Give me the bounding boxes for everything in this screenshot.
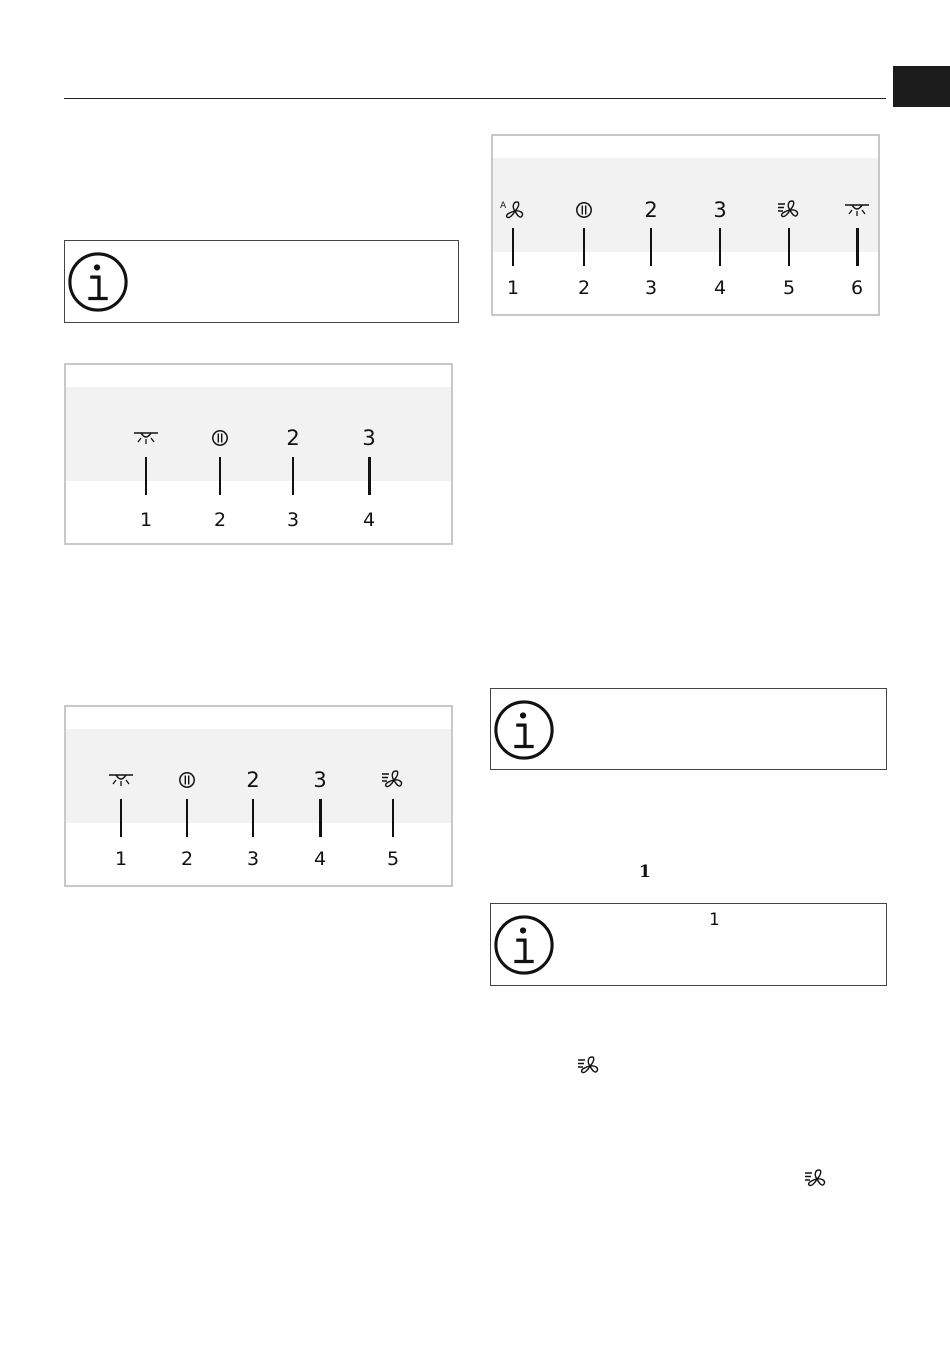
button-indicator-line: [219, 457, 221, 495]
button-callout-number: 2: [180, 848, 194, 870]
note-number: 1: [709, 910, 720, 930]
info-note-box: [64, 240, 459, 323]
info-icon: [493, 699, 555, 761]
info-icon: [67, 251, 129, 313]
button-callout-number: 3: [644, 277, 658, 299]
power-icon: [564, 198, 604, 222]
button-callout-number: 1: [506, 277, 520, 299]
button-callout-number: 2: [213, 509, 227, 531]
auto-fan-icon: [493, 198, 533, 222]
button-callout-number: 5: [782, 277, 796, 299]
button-callout-number: 5: [386, 848, 400, 870]
speed-level-label: 2: [644, 198, 658, 222]
button-callout-number: 6: [850, 277, 864, 299]
button-callout-number: 2: [577, 277, 591, 299]
header-rule: [64, 98, 886, 99]
power-icon: [167, 768, 207, 792]
button-indicator-line: [292, 457, 294, 495]
intensive-fan-icon: [803, 1168, 829, 1190]
intensive-fan-icon: [576, 1055, 602, 1077]
speed-level-label: 2: [286, 426, 300, 450]
button-indicator-line: [583, 228, 585, 266]
button-indicator-line: [145, 457, 147, 495]
step-number: 1: [639, 862, 651, 882]
button-callout-number: 1: [139, 509, 153, 531]
button-callout-number: 4: [313, 848, 327, 870]
info-note-box: [490, 688, 887, 770]
speed-level-label: 3: [313, 768, 327, 792]
button-callout-number: 4: [362, 509, 376, 531]
speed-level-label: 3: [713, 198, 727, 222]
button-callout-number: 4: [713, 277, 727, 299]
speed-level-label: 2: [246, 768, 260, 792]
power-icon: [200, 426, 240, 450]
info-note-box: [490, 903, 887, 986]
control-panel-6-buttons: [491, 134, 880, 316]
button-indicator-line: [512, 228, 514, 266]
light-icon: [126, 426, 166, 450]
button-indicator-line: [392, 799, 394, 837]
button-callout-number: 1: [114, 848, 128, 870]
language-tab: [893, 66, 950, 107]
button-indicator-line: [120, 799, 122, 837]
button-indicator-line: [186, 799, 188, 837]
button-indicator-line: [368, 457, 371, 495]
light-icon: [837, 198, 877, 222]
control-panel-5-buttons: [64, 705, 453, 887]
button-indicator-line: [719, 228, 721, 266]
intensive-fan-icon: [373, 768, 413, 792]
button-callout-number: 3: [246, 848, 260, 870]
button-indicator-line: [252, 799, 254, 837]
light-icon: [101, 768, 141, 792]
info-icon: [493, 914, 555, 976]
speed-level-label: 3: [362, 426, 376, 450]
button-indicator-line: [319, 799, 322, 837]
intensive-fan-icon: [769, 198, 809, 222]
button-indicator-line: [788, 228, 790, 266]
button-callout-number: 3: [286, 509, 300, 531]
button-indicator-line: [650, 228, 652, 266]
button-indicator-line: [856, 228, 859, 266]
control-panel-4-buttons: [64, 363, 453, 545]
